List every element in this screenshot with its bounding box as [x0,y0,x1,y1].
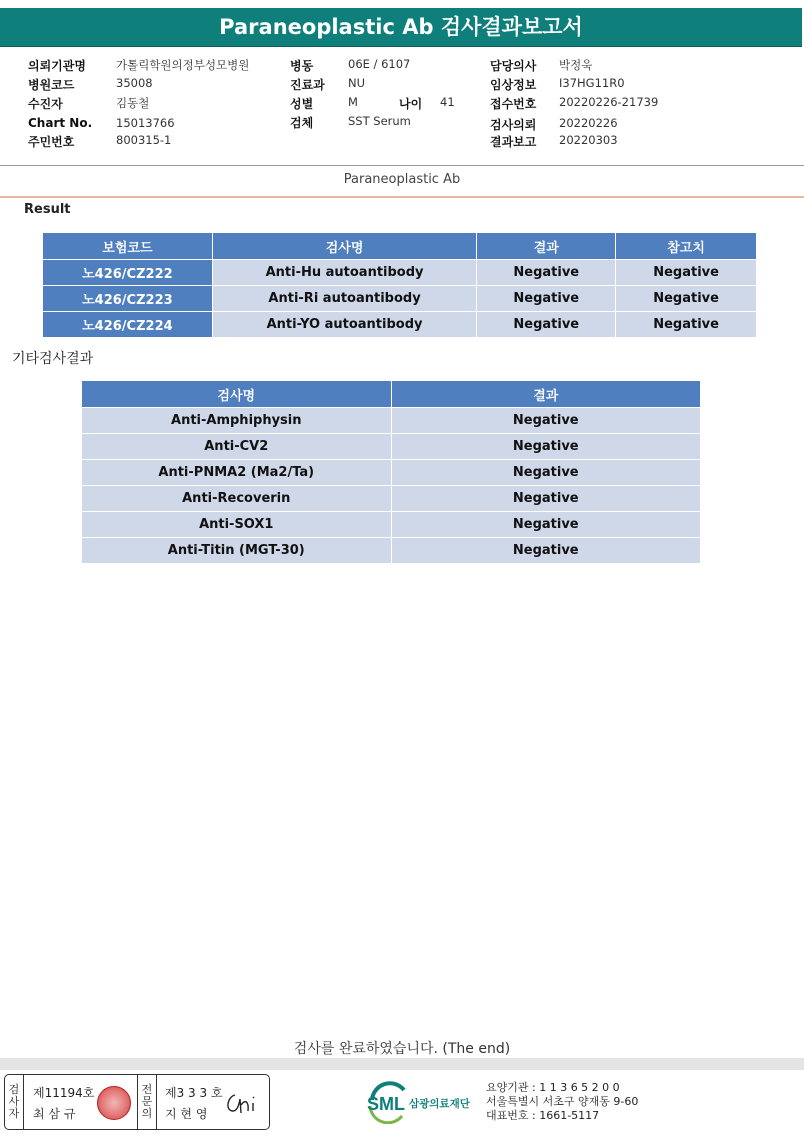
phone: 대표번호 : 1661-5117 [486,1109,600,1122]
column-header: 검사명 [82,381,392,408]
info-value: M [348,95,358,109]
info-label: 주민번호 [28,135,75,149]
info-value: SST Serum [348,114,411,128]
end-of-report-text: 검사를 완료하였습니다. (The end) [293,1041,511,1057]
insurance-code: 노426/CZ223 [43,286,213,312]
info-label: 검사의뢰 [490,118,537,132]
info-label: 성별 [290,97,314,111]
insurance-code: 노426/CZ222 [43,260,213,286]
test-name: Anti-Titin (MGT-30) [82,538,392,564]
info-label: 담당의사 [490,59,537,73]
table-row [82,486,701,512]
table-row [43,260,757,286]
report-title: Paraneoplastic Ab 검사결과보고서 [0,8,802,47]
age-value: 41 [440,95,455,109]
org-code: 요양기관 : 1 1 3 6 5 2 0 0 [486,1081,620,1094]
footer-contact [486,1081,638,1123]
signature-icon [223,1089,263,1117]
table-row [82,538,701,564]
test-result: Negative [391,538,700,564]
info-value: 06E / 6107 [348,57,411,71]
info-value: 35008 [116,76,153,90]
other-results-heading: 기타검사결과 [12,351,94,367]
signature-box [4,1074,270,1130]
test-name: Anti-Ri autoantibody [212,286,477,312]
test-result: Negative [477,312,616,338]
info-label: 접수번호 [490,97,537,111]
patient-info [0,54,804,166]
info-label: Chart No. [28,116,93,130]
test-name: Anti-SOX1 [82,512,392,538]
insurance-code: 노426/CZ224 [43,312,213,338]
test-result: Negative [391,408,700,434]
info-value: 15013766 [116,116,175,130]
test-name: Anti-CV2 [82,434,392,460]
table-row [82,460,701,486]
column-header: 결과 [391,381,700,408]
specialist-label: 전 문 의 [137,1075,157,1129]
info-value: NU [348,76,366,90]
info-value: 박정욱 [559,58,593,72]
test-result: Negative [391,486,700,512]
test-result: Negative [391,460,700,486]
info-value: 800315-1 [116,133,172,147]
logo-org-name: 삼광의료재단 [409,1098,470,1110]
reference-value: Negative [616,312,757,338]
info-value: 가톨릭학원의정부성모병원 [116,58,250,72]
table-header-row [43,233,757,260]
footer-band [0,1058,804,1070]
info-label: 진료과 [290,78,325,92]
specialist-license-no: 제3 3 3 호 [165,1086,223,1100]
table-row [82,434,701,460]
section-subtitle: Paraneoplastic Ab [343,172,461,187]
info-label: 임상정보 [490,78,537,92]
sml-logo [364,1080,484,1124]
specialist-name: 지 현 영 [165,1107,208,1121]
table-row [43,312,757,338]
result-heading: Result [24,202,71,217]
inspector-name: 최 삼 규 [33,1107,76,1121]
test-result: Negative [477,286,616,312]
inspector-license-no: 제11194호 [33,1086,95,1100]
table-header-row [82,381,701,408]
age-label: 나이 [399,97,423,111]
result-table [42,232,757,338]
inspector-label: 검 사 자 [5,1075,24,1129]
divider [0,165,804,166]
seal-stamp-icon [97,1086,131,1120]
reference-value: Negative [616,286,757,312]
test-name: Anti-Amphiphysin [82,408,392,434]
info-label: 병동 [290,59,314,73]
info-label: 수진자 [28,97,63,111]
column-header: 참고치 [616,233,757,260]
address: 서울특별시 서초구 양재동 9-60 [486,1095,639,1108]
test-name: Anti-Recoverin [82,486,392,512]
reference-value: Negative [616,260,757,286]
column-header: 보험코드 [43,233,213,260]
info-value: I37HG11R0 [559,76,625,90]
test-name: Anti-Hu autoantibody [212,260,477,286]
test-name: Anti-PNMA2 (Ma2/Ta) [82,460,392,486]
info-value: 20220303 [559,133,618,147]
column-header: 결과 [477,233,616,260]
info-label: 검체 [290,116,314,130]
table-row [82,408,701,434]
info-value: 20220226-21739 [559,95,659,109]
info-value: 김동철 [116,96,150,110]
info-value: 20220226 [559,116,618,130]
info-label: 결과보고 [490,135,537,149]
test-result: Negative [477,260,616,286]
divider [0,196,804,198]
table-row [82,512,701,538]
table-row [43,286,757,312]
info-label: 의뢰기관명 [28,59,86,73]
test-result: Negative [391,434,700,460]
logo-text: SML [367,1094,405,1114]
other-results-table [81,380,701,564]
test-result: Negative [391,512,700,538]
info-label: 병원코드 [28,78,75,92]
test-name: Anti-YO autoantibody [212,312,477,338]
column-header: 검사명 [212,233,477,260]
